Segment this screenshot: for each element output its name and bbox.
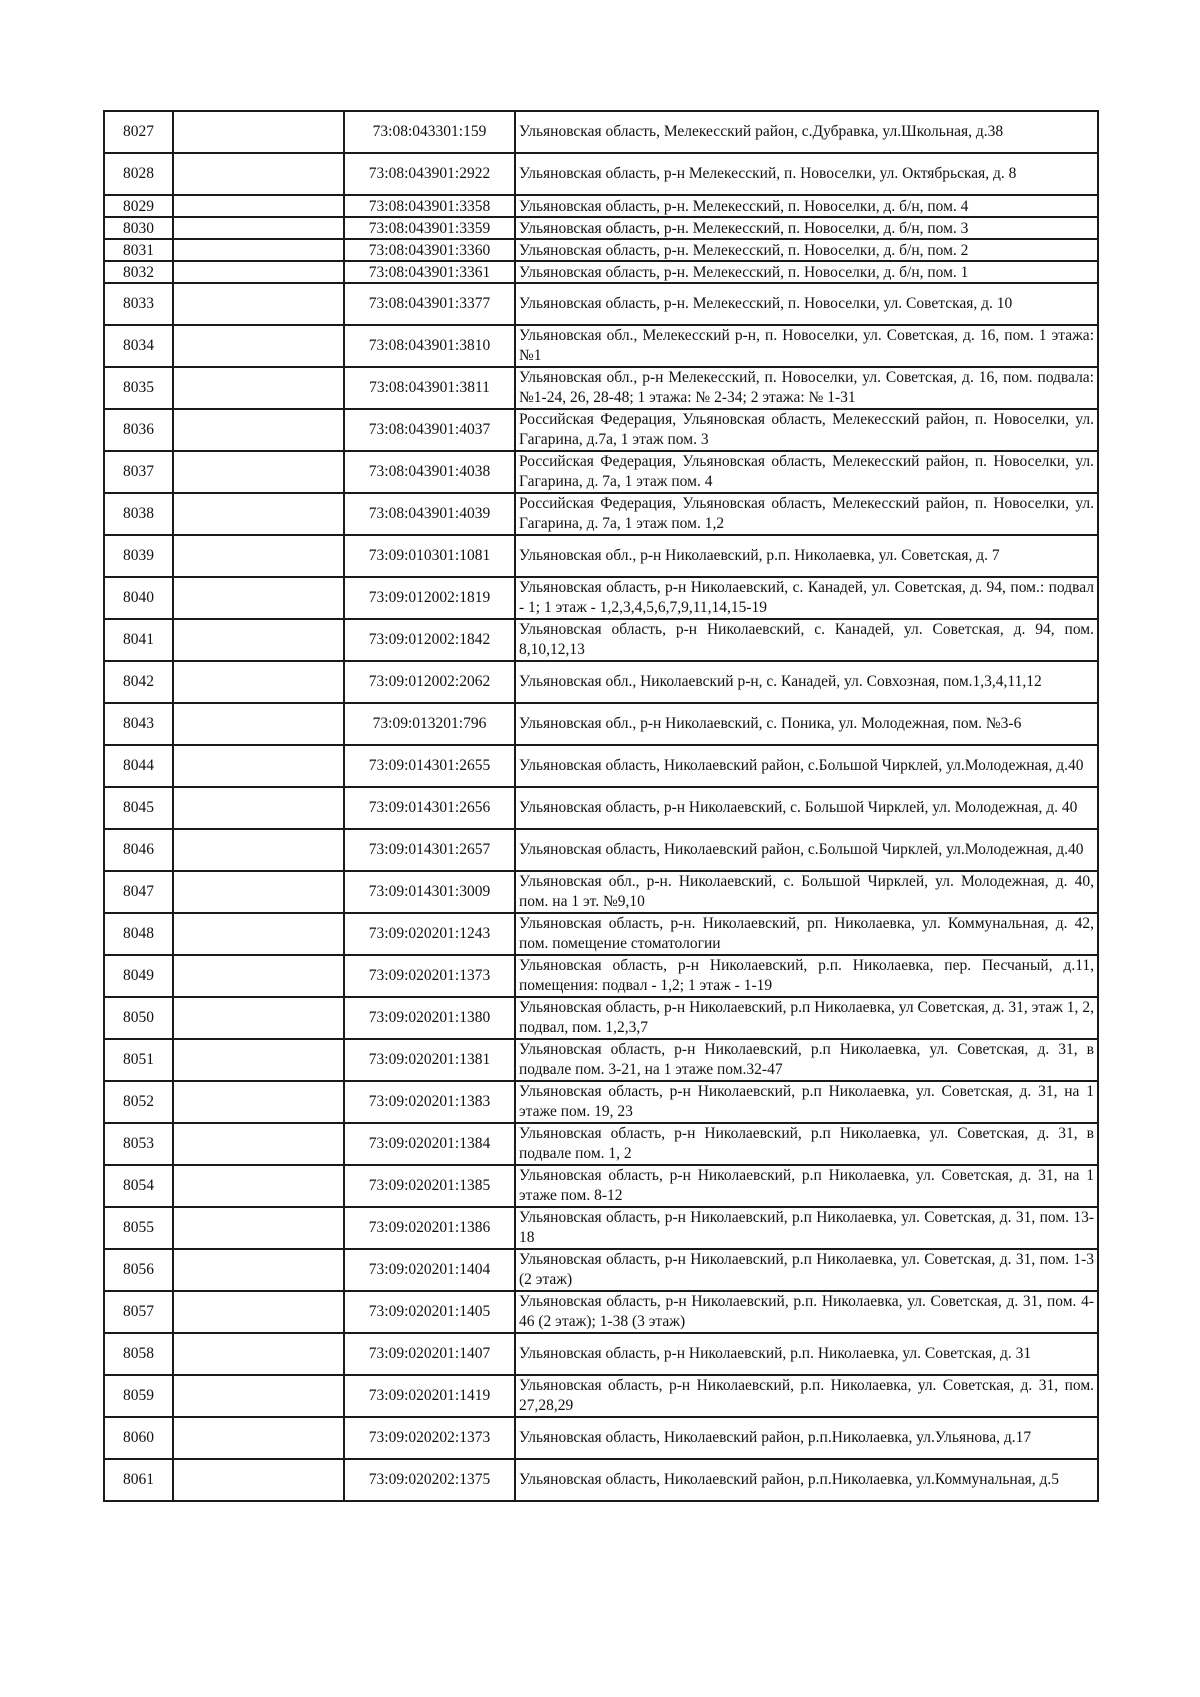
cadastral-number-cell: 73:09:020201:1384 [344,1123,515,1165]
row-number-cell: 8050 [104,997,173,1039]
empty-cell [173,829,344,871]
cadastral-number-cell: 73:08:043901:3810 [344,325,515,367]
row-number-cell: 8033 [104,283,173,325]
empty-cell [173,1165,344,1207]
cadastral-number-cell: 73:09:013201:796 [344,703,515,745]
address-cell: Ульяновская область, р-н. Мелекесский, п. Новоселки, ул. Советская, д. 10 [515,283,1098,325]
empty-cell [173,195,344,217]
cadastral-number-cell: 73:08:043901:3377 [344,283,515,325]
empty-cell [173,1291,344,1333]
cadastral-number-cell: 73:08:043901:3360 [344,239,515,261]
row-number-cell: 8043 [104,703,173,745]
row-number-cell: 8031 [104,239,173,261]
address-cell: Ульяновская область, р-н Николаевский, р.п Николаевка, ул. Советская, д. 31, в подвале пом. 3-21, на 1 этаже пом.32-47 [515,1039,1098,1081]
cadastral-number-cell: 73:09:020201:1386 [344,1207,515,1249]
empty-cell [173,153,344,195]
address-cell: Ульяновская область, р-н. Николаевский, рп. Николаевка, ул. Коммунальная, д. 42, пом. помещение стоматологии [515,913,1098,955]
row-number-cell: 8040 [104,577,173,619]
table-row [104,1249,1098,1291]
cadastral-number-cell: 73:09:014301:2657 [344,829,515,871]
table-row [104,283,1098,325]
table-row [104,1459,1098,1501]
row-number-cell: 8058 [104,1333,173,1375]
address-cell: Российская Федерация, Ульяновская область, Мелекесский район, п. Новоселки, ул. Гагарина, д.7а, 1 этаж пом. 3 [515,409,1098,451]
empty-cell [173,1081,344,1123]
row-number-cell: 8035 [104,367,173,409]
row-number-cell: 8053 [104,1123,173,1165]
address-cell: Российская Федерация, Ульяновская область, Мелекесский район, п. Новоселки, ул. Гагарина, д. 7а, 1 этаж пом. 4 [515,451,1098,493]
row-number-cell: 8045 [104,787,173,829]
empty-cell [173,451,344,493]
table-row [104,493,1098,535]
row-number-cell: 8036 [104,409,173,451]
address-cell: Ульяновская обл., Мелекесский р-н, п. Новоселки, ул. Советская, д. 16, пом. 1 этажа: №1 [515,325,1098,367]
address-cell: Ульяновская область, р-н. Мелекесский, п. Новоселки, д. б/н, пом. 2 [515,239,1098,261]
address-cell: Ульяновская область, р-н Николаевский, р.п. Николаевка, ул. Советская, д. 31, пом. 27,28,29 [515,1375,1098,1417]
cadastral-number-cell: 73:09:020201:1404 [344,1249,515,1291]
table-row [104,325,1098,367]
empty-cell [173,619,344,661]
table-row [104,239,1098,261]
empty-cell [173,111,344,153]
empty-cell [173,913,344,955]
table-row [104,1291,1098,1333]
row-number-cell: 8028 [104,153,173,195]
row-number-cell: 8047 [104,871,173,913]
table-row [104,1375,1098,1417]
table-row [104,619,1098,661]
empty-cell [173,1249,344,1291]
row-number-cell: 8029 [104,195,173,217]
table-row [104,409,1098,451]
row-number-cell: 8038 [104,493,173,535]
empty-cell [173,1039,344,1081]
empty-cell [173,1375,344,1417]
empty-cell [173,577,344,619]
empty-cell [173,283,344,325]
address-cell: Ульяновская область, р-н. Мелекесский, п. Новоселки, д. б/н, пом. 3 [515,217,1098,239]
address-cell: Ульяновская область, Николаевский район, р.п.Николаевка, ул.Коммунальная, д.5 [515,1459,1098,1501]
table-row [104,1123,1098,1165]
table-row [104,111,1098,153]
table-row [104,913,1098,955]
address-cell: Ульяновская область, р-н Николаевский, с. Канадей, ул. Советская, д. 94, пом. 8,10,12,13 [515,619,1098,661]
address-cell: Ульяновская обл., р-н. Николаевский, с. Большой Чирклей, ул. Молодежная, д. 40, пом. на 1 эт. №9,10 [515,871,1098,913]
table-row [104,997,1098,1039]
empty-cell [173,217,344,239]
cadastral-number-cell: 73:09:020201:1407 [344,1333,515,1375]
table-row [104,955,1098,997]
table-row [104,787,1098,829]
cadastral-number-cell: 73:09:020201:1243 [344,913,515,955]
address-cell: Ульяновская область, Николаевский район, с.Большой Чирклей, ул.Молодежная, д.40 [515,829,1098,871]
empty-cell [173,325,344,367]
table-row [104,261,1098,283]
address-cell: Ульяновская обл., р-н Мелекесский, п. Новоселки, ул. Советская, д. 16, пом. подвала: №1-24, 26, 28-48; 1 этажа: № 2-34; 2 этажа: № 1-31 [515,367,1098,409]
table-row [104,829,1098,871]
address-cell: Российская Федерация, Ульяновская область, Мелекесский район, п. Новоселки, ул. Гагарина, д. 7а, 1 этаж пом. 1,2 [515,493,1098,535]
cadastral-number-cell: 73:09:020201:1383 [344,1081,515,1123]
table-row [104,1039,1098,1081]
table-row [104,661,1098,703]
row-number-cell: 8051 [104,1039,173,1081]
cadastral-number-cell: 73:08:043901:3361 [344,261,515,283]
cadastral-number-cell: 73:09:014301:2655 [344,745,515,787]
empty-cell [173,1207,344,1249]
cadastral-number-cell: 73:09:010301:1081 [344,535,515,577]
cadastral-number-cell: 73:09:014301:2656 [344,787,515,829]
row-number-cell: 8039 [104,535,173,577]
table-row [104,1165,1098,1207]
row-number-cell: 8048 [104,913,173,955]
row-number-cell: 8041 [104,619,173,661]
empty-cell [173,997,344,1039]
row-number-cell: 8060 [104,1417,173,1459]
row-number-cell: 8049 [104,955,173,997]
cadastral-number-cell: 73:08:043901:3359 [344,217,515,239]
row-number-cell: 8042 [104,661,173,703]
table-body [104,111,1098,1501]
cadastral-number-cell: 73:08:043901:3358 [344,195,515,217]
empty-cell [173,1459,344,1501]
empty-cell [173,1417,344,1459]
table-row [104,195,1098,217]
cadastral-number-cell: 73:09:020201:1385 [344,1165,515,1207]
address-cell: Ульяновская область, р-н Николаевский, р.п Николаевка, ул Советская, д. 31, этаж 1, 2, подвал, пом. 1,2,3,7 [515,997,1098,1039]
row-number-cell: 8034 [104,325,173,367]
address-cell: Ульяновская область, р-н Николаевский, р.п Николаевка, ул. Советская, д. 31, на 1 этаже пом. 8-12 [515,1165,1098,1207]
empty-cell [173,493,344,535]
row-number-cell: 8037 [104,451,173,493]
row-number-cell: 8055 [104,1207,173,1249]
table-row [104,703,1098,745]
cadastral-number-cell: 73:09:020202:1373 [344,1417,515,1459]
address-cell: Ульяновская область, р-н Николаевский, р.п. Николаевка, ул. Советская, д. 31 [515,1333,1098,1375]
cadastral-number-cell: 73:09:020201:1405 [344,1291,515,1333]
row-number-cell: 8027 [104,111,173,153]
table-row [104,367,1098,409]
empty-cell [173,409,344,451]
cadastral-number-cell: 73:09:020201:1381 [344,1039,515,1081]
cadastral-number-cell: 73:08:043901:4039 [344,493,515,535]
empty-cell [173,787,344,829]
table-row [104,871,1098,913]
address-cell: Ульяновская область, р-н Николаевский, с. Большой Чирклей, ул. Молодежная, д. 40 [515,787,1098,829]
cadastral-number-cell: 73:09:012002:1842 [344,619,515,661]
empty-cell [173,239,344,261]
empty-cell [173,1333,344,1375]
address-cell: Ульяновская область, р-н Николаевский, р.п Николаевка, ул. Советская, д. 31, пом. 13-18 [515,1207,1098,1249]
address-cell: Ульяновская область, Мелекесский район, с.Дубравка, ул.Школьная, д.38 [515,111,1098,153]
cadastral-number-cell: 73:09:012002:2062 [344,661,515,703]
cadastral-number-cell: 73:08:043301:159 [344,111,515,153]
empty-cell [173,871,344,913]
cadastral-number-cell: 73:09:020201:1373 [344,955,515,997]
address-cell: Ульяновская область, р-н Николаевский, р.п Николаевка, ул. Советская, д. 31, пом. 1-3 (2 этаж) [515,1249,1098,1291]
empty-cell [173,261,344,283]
address-cell: Ульяновская обл., р-н Николаевский, с. Поника, ул. Молодежная, пом. №3-6 [515,703,1098,745]
empty-cell [173,955,344,997]
table-row [104,1207,1098,1249]
address-cell: Ульяновская область, р-н Николаевский, р.п. Николаевка, ул. Советская, д. 31, пом. 4-46 (2 этаж); 1-38 (3 этаж) [515,1291,1098,1333]
address-cell: Ульяновская область, Николаевский район, с.Большой Чирклей, ул.Молодежная, д.40 [515,745,1098,787]
table-row [104,1417,1098,1459]
cadastral-number-cell: 73:09:020201:1419 [344,1375,515,1417]
property-registry-table [103,110,1099,1502]
table-row [104,217,1098,239]
address-cell: Ульяновская область, р-н. Мелекесский, п. Новоселки, д. б/н, пом. 4 [515,195,1098,217]
row-number-cell: 8046 [104,829,173,871]
row-number-cell: 8054 [104,1165,173,1207]
empty-cell [173,1123,344,1165]
address-cell: Ульяновская область, р-н. Мелекесский, п. Новоселки, д. б/н, пом. 1 [515,261,1098,283]
row-number-cell: 8057 [104,1291,173,1333]
row-number-cell: 8056 [104,1249,173,1291]
row-number-cell: 8044 [104,745,173,787]
row-number-cell: 8030 [104,217,173,239]
table-row [104,451,1098,493]
address-cell: Ульяновская область, Николаевский район, р.п.Николаевка, ул.Ульянова, д.17 [515,1417,1098,1459]
address-cell: Ульяновская область, р-н Мелекесский, п. Новоселки, ул. Октябрьская, д. 8 [515,153,1098,195]
address-cell: Ульяновская обл., р-н Николаевский, р.п. Николаевка, ул. Советская, д. 7 [515,535,1098,577]
address-cell: Ульяновская обл., Николаевский р-н, с. Канадей, ул. Совхозная, пом.1,3,4,11,12 [515,661,1098,703]
cadastral-number-cell: 73:09:014301:3009 [344,871,515,913]
table-row [104,153,1098,195]
row-number-cell: 8059 [104,1375,173,1417]
cadastral-number-cell: 73:08:043901:3811 [344,367,515,409]
cadastral-number-cell: 73:08:043901:4037 [344,409,515,451]
table-row [104,577,1098,619]
empty-cell [173,745,344,787]
table-row [104,535,1098,577]
address-cell: Ульяновская область, р-н Николаевский, р.п Николаевка, ул. Советская, д. 31, в подвале пом. 1, 2 [515,1123,1098,1165]
empty-cell [173,367,344,409]
cadastral-number-cell: 73:08:043901:4038 [344,451,515,493]
table-row [104,745,1098,787]
row-number-cell: 8052 [104,1081,173,1123]
empty-cell [173,661,344,703]
cadastral-number-cell: 73:08:043901:2922 [344,153,515,195]
address-cell: Ульяновская область, р-н Николаевский, с. Канадей, ул. Советская, д. 94, пом.: подвал - 1; 1 этаж - 1,2,3,4,5,6,7,9,11,14,15-19 [515,577,1098,619]
table-row [104,1333,1098,1375]
cadastral-number-cell: 73:09:012002:1819 [344,577,515,619]
address-cell: Ульяновская область, р-н Николаевский, р.п. Николаевка, пер. Песчаный, д.11, помещения: подвал - 1,2; 1 этаж - 1-19 [515,955,1098,997]
table-row [104,1081,1098,1123]
empty-cell [173,535,344,577]
address-cell: Ульяновская область, р-н Николаевский, р.п Николаевка, ул. Советская, д. 31, на 1 этаже пом. 19, 23 [515,1081,1098,1123]
row-number-cell: 8032 [104,261,173,283]
cadastral-number-cell: 73:09:020202:1375 [344,1459,515,1501]
row-number-cell: 8061 [104,1459,173,1501]
cadastral-number-cell: 73:09:020201:1380 [344,997,515,1039]
empty-cell [173,703,344,745]
